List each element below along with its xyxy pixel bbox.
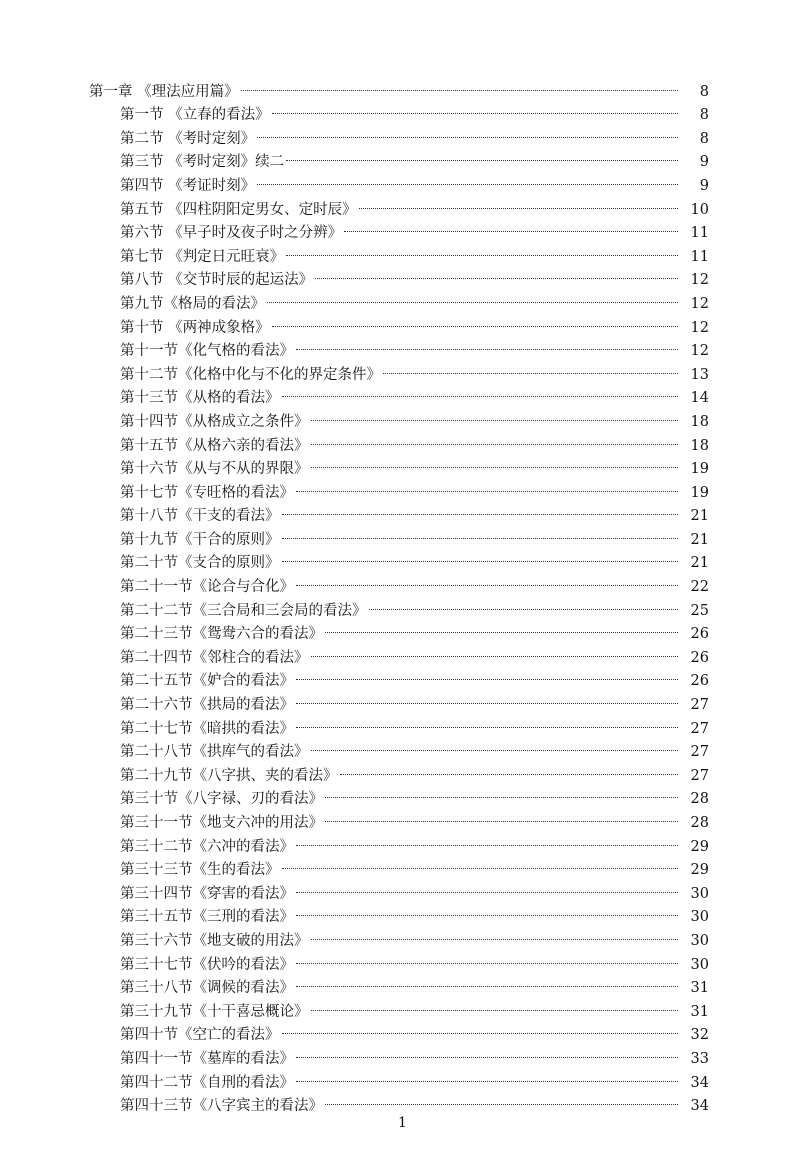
dot-leader	[311, 402, 679, 426]
toc-entry-34[interactable]	[0, 851, 805, 879]
toc-entry-27[interactable]	[0, 685, 805, 714]
dot-leader	[344, 214, 678, 238]
dot-leader	[325, 615, 678, 639]
toc-entry-5[interactable]	[0, 166, 805, 194]
toc-entry-23[interactable]	[0, 591, 805, 619]
toc-entry-page: 18	[690, 437, 709, 454]
toc-entry-title: 第二十二节《三合局和三会局的看法》	[120, 600, 369, 624]
toc-entry-page: 8	[699, 107, 709, 124]
dot-leader	[315, 261, 678, 285]
dot-leader	[369, 591, 679, 615]
toc-entry-page: 33	[690, 1050, 709, 1067]
dot-leader	[282, 520, 679, 544]
toc-entry-16[interactable]	[0, 426, 805, 454]
toc-entry-title: 第二十八节《拱库气的看法》	[120, 741, 311, 765]
dot-leader	[282, 851, 679, 875]
toc-entry-title: 第三十二节《六冲的看法》	[120, 836, 296, 860]
toc-entry-title: 第二十节《支合的原则》	[120, 552, 282, 576]
dot-leader	[296, 1039, 678, 1063]
toc-entry-10[interactable]	[0, 284, 805, 312]
toc-entry-page: 12	[690, 319, 709, 336]
toc-entry-page: 34	[690, 1098, 709, 1115]
toc-entry-page: 10	[690, 201, 709, 218]
dot-leader	[311, 426, 679, 450]
toc-entry-4[interactable]	[0, 143, 805, 171]
toc-entry-title: 第四十一节《墓库的看法》	[120, 1048, 296, 1072]
toc-entry-page: 27	[690, 697, 709, 714]
dot-leader	[257, 166, 678, 190]
toc-entry-2[interactable]	[0, 96, 805, 124]
dot-leader	[325, 803, 678, 827]
dot-leader	[311, 921, 679, 945]
toc-entry-title: 第一节 《立春的看法》	[120, 104, 272, 128]
toc-entry-page: 30	[690, 932, 709, 949]
toc-entry-19[interactable]	[0, 497, 805, 525]
toc-entry-title: 第二十七节《暗拱的看法》	[120, 718, 296, 742]
toc-entry-page: 34	[690, 1074, 709, 1091]
toc-entry-1[interactable]	[0, 72, 805, 100]
toc-entry-31[interactable]	[0, 780, 805, 808]
dot-leader	[296, 945, 678, 969]
toc-entry-37[interactable]	[0, 921, 805, 949]
toc-entry-page: 12	[690, 295, 709, 312]
toc-entry-page: 27	[690, 720, 709, 737]
dot-leader	[325, 1087, 678, 1111]
toc-entry-42[interactable]	[0, 1039, 805, 1067]
toc-entry-page: 12	[690, 272, 709, 289]
toc-entry-title: 第二十五节《妒合的看法》	[120, 670, 296, 694]
toc-entry-title: 第四十三节《八字宾主的看法》	[120, 1095, 325, 1119]
dot-leader	[286, 143, 678, 167]
dot-leader	[311, 992, 679, 1016]
toc-entry-page: 29	[690, 838, 709, 855]
toc-entry-title: 第十八节《干支的看法》	[120, 505, 282, 529]
dot-leader	[296, 1063, 678, 1087]
toc-entry-20[interactable]	[0, 520, 805, 548]
toc-entry-title: 第二十六节《拱局的看法》	[120, 694, 296, 718]
toc-entry-page: 21	[690, 555, 709, 572]
toc-entry-page: 8	[699, 130, 709, 147]
toc-entry-29[interactable]	[0, 733, 805, 761]
dot-leader	[296, 567, 678, 591]
toc-entry-page: 9	[699, 154, 709, 171]
toc-entry-page: 26	[690, 673, 709, 690]
dot-leader	[296, 473, 678, 497]
toc-entry-33[interactable]	[0, 827, 805, 855]
toc-entry-page: 27	[690, 767, 709, 784]
toc-entry-page: 31	[690, 980, 709, 997]
toc-entry-title: 第二节 《考时定刻》	[120, 128, 257, 152]
toc-entry-6[interactable]	[0, 190, 805, 218]
toc-entry-title: 第十四节《从格成立之条件》	[120, 411, 311, 435]
dot-leader	[296, 827, 678, 851]
toc-entry-title: 第七节 《判定日元旺衰》	[120, 246, 286, 270]
toc-entry-page: 28	[690, 815, 709, 831]
dot-leader	[340, 756, 679, 780]
toc-entry-13[interactable]	[0, 355, 805, 383]
toc-entry-8[interactable]	[0, 237, 805, 265]
dot-leader	[282, 497, 679, 521]
toc-entry-page: 8	[699, 83, 709, 100]
toc-entry-title: 第四节 《考证时刻》	[120, 175, 257, 199]
toc-entry-title: 第二十四节《邻柱合的看法》	[120, 647, 311, 671]
toc-entry-page: 25	[690, 602, 709, 619]
toc-entry-36[interactable]	[0, 898, 805, 926]
dot-leader	[296, 685, 678, 709]
toc-entry-page: 30	[690, 956, 709, 973]
dot-leader	[296, 874, 678, 898]
dot-leader	[282, 544, 679, 568]
toc-entry-title: 第三节 《考时定刻》续二	[120, 151, 286, 175]
toc-entry-title: 第十九节《干合的原则》	[120, 529, 282, 553]
toc-entry-7[interactable]	[0, 214, 805, 242]
toc-entry-title: 第三十四节《穿害的看法》	[120, 883, 296, 907]
toc-entry-title: 第八节 《交节时辰的起运法》	[120, 269, 315, 293]
toc-entry-17[interactable]	[0, 450, 805, 478]
toc-entry-page: 14	[690, 390, 709, 407]
toc-entry-12[interactable]	[0, 332, 805, 360]
dot-leader	[311, 733, 679, 757]
dot-leader	[286, 237, 678, 261]
toc-entry-title: 第十五节《从格六亲的看法》	[120, 435, 311, 459]
dot-leader	[296, 898, 678, 922]
toc-entry-15[interactable]	[0, 402, 805, 430]
toc-entry-page: 11	[690, 225, 709, 242]
toc-entry-page: 28	[690, 791, 709, 808]
toc-entry-38[interactable]	[0, 945, 805, 973]
toc-entry-page: 22	[690, 579, 709, 596]
table-of-contents	[0, 72, 805, 1115]
toc-entry-title: 第三十九节《十干喜忌概论》	[120, 1001, 311, 1025]
toc-entry-title: 第四十节《空亡的看法》	[120, 1024, 282, 1048]
dot-leader	[325, 780, 678, 804]
toc-entry-title: 第一章 《理法应用篇》	[89, 81, 241, 105]
toc-entry-40[interactable]	[0, 992, 805, 1020]
toc-entry-25[interactable]	[0, 638, 805, 666]
dot-leader	[311, 450, 679, 474]
dot-leader	[296, 332, 678, 356]
toc-entry-title: 第六节 《早子时及夜子时之分辨》	[120, 222, 344, 246]
dot-leader	[272, 308, 678, 332]
toc-entry-18[interactable]	[0, 473, 805, 501]
toc-entry-title: 第三十六节《地支破的用法》	[120, 930, 311, 954]
toc-entry-title: 第十二节《化格中化与不化的界定条件》	[120, 364, 383, 388]
toc-entry-title: 第九节《格局的看法》	[120, 293, 267, 317]
dot-leader	[282, 379, 679, 403]
toc-entry-page: 12	[690, 343, 709, 360]
toc-entry-title: 第三十八节《调候的看法》	[120, 977, 296, 1001]
toc-entry-page: 32	[690, 1027, 709, 1044]
toc-entry-title: 第二十三节《鸳鸯六合的看法》	[120, 623, 325, 647]
toc-entry-page: 13	[690, 366, 709, 383]
dot-leader	[383, 355, 678, 379]
toc-entry-41[interactable]	[0, 1016, 805, 1044]
toc-entry-title: 第十六节《从与不从的界限》	[120, 458, 311, 482]
toc-entry-page: 19	[690, 484, 709, 501]
toc-entry-14[interactable]	[0, 379, 805, 407]
toc-entry-44[interactable]	[0, 1087, 805, 1115]
toc-entry-title: 第四十二节《自刑的看法》	[120, 1072, 296, 1096]
toc-entry-3[interactable]	[0, 119, 805, 147]
toc-entry-title: 第二十一节《论合与合化》	[120, 576, 296, 600]
toc-entry-11[interactable]	[0, 308, 805, 336]
dot-leader	[241, 72, 678, 96]
toc-entry-title: 第三十一节《地支六冲的用法》	[120, 812, 325, 836]
toc-entry-26[interactable]	[0, 662, 805, 690]
toc-entry-39[interactable]	[0, 969, 805, 997]
toc-entry-page: 30	[690, 909, 709, 926]
toc-entry-page: 21	[690, 508, 709, 525]
toc-entry-43[interactable]	[0, 1063, 805, 1091]
toc-entry-22[interactable]	[0, 567, 805, 596]
toc-entry-title: 第十三节《从格的看法》	[120, 387, 282, 411]
toc-entry-title: 第十七节《专旺格的看法》	[120, 482, 296, 506]
toc-entry-page: 30	[690, 885, 709, 902]
toc-entry-title: 第二十九节《八字拱、夹的看法》	[120, 765, 340, 789]
toc-entry-21[interactable]	[0, 544, 805, 572]
toc-entry-title: 第三十七节《伏吟的看法》	[120, 954, 296, 978]
toc-entry-title: 第三十三节《生的看法》	[120, 859, 282, 883]
toc-entry-title: 第十节 《两神成象格》	[120, 317, 272, 341]
toc-entry-page: 11	[690, 248, 709, 265]
toc-entry-page: 19	[690, 461, 709, 478]
toc-entry-9[interactable]	[0, 261, 805, 289]
toc-entry-28[interactable]	[0, 709, 805, 737]
toc-entry-page: 21	[690, 531, 709, 548]
toc-entry-page: 31	[690, 1003, 709, 1020]
dot-leader	[272, 96, 678, 120]
dot-leader	[311, 638, 679, 662]
dot-leader	[296, 709, 678, 733]
dot-leader	[257, 119, 678, 143]
page-footer-number: 1	[398, 1115, 407, 1131]
toc-entry-page: 18	[690, 413, 709, 430]
toc-entry-page: 27	[690, 744, 709, 761]
toc-entry-30[interactable]	[0, 756, 805, 784]
dot-leader	[282, 1016, 679, 1040]
dot-leader	[296, 662, 678, 686]
toc-entry-page: 26	[690, 626, 709, 643]
toc-entry-24[interactable]	[0, 615, 805, 643]
dot-leader	[267, 284, 678, 308]
toc-entry-page: 9	[699, 177, 709, 194]
toc-entry-32[interactable]	[0, 803, 805, 831]
toc-entry-title: 第三十节《八字禄、刃的看法》	[120, 788, 325, 812]
dot-leader	[296, 969, 678, 993]
toc-entry-title: 第三十五节《三刑的看法》	[120, 906, 296, 930]
toc-entry-title: 第五节 《四柱阴阳定男女、定时辰》	[120, 199, 359, 223]
toc-entry-page: 29	[690, 862, 709, 879]
toc-entry-page: 26	[690, 649, 709, 666]
dot-leader	[359, 190, 678, 214]
toc-entry-title: 第十一节《化气格的看法》	[120, 340, 296, 364]
toc-entry-35[interactable]	[0, 874, 805, 902]
